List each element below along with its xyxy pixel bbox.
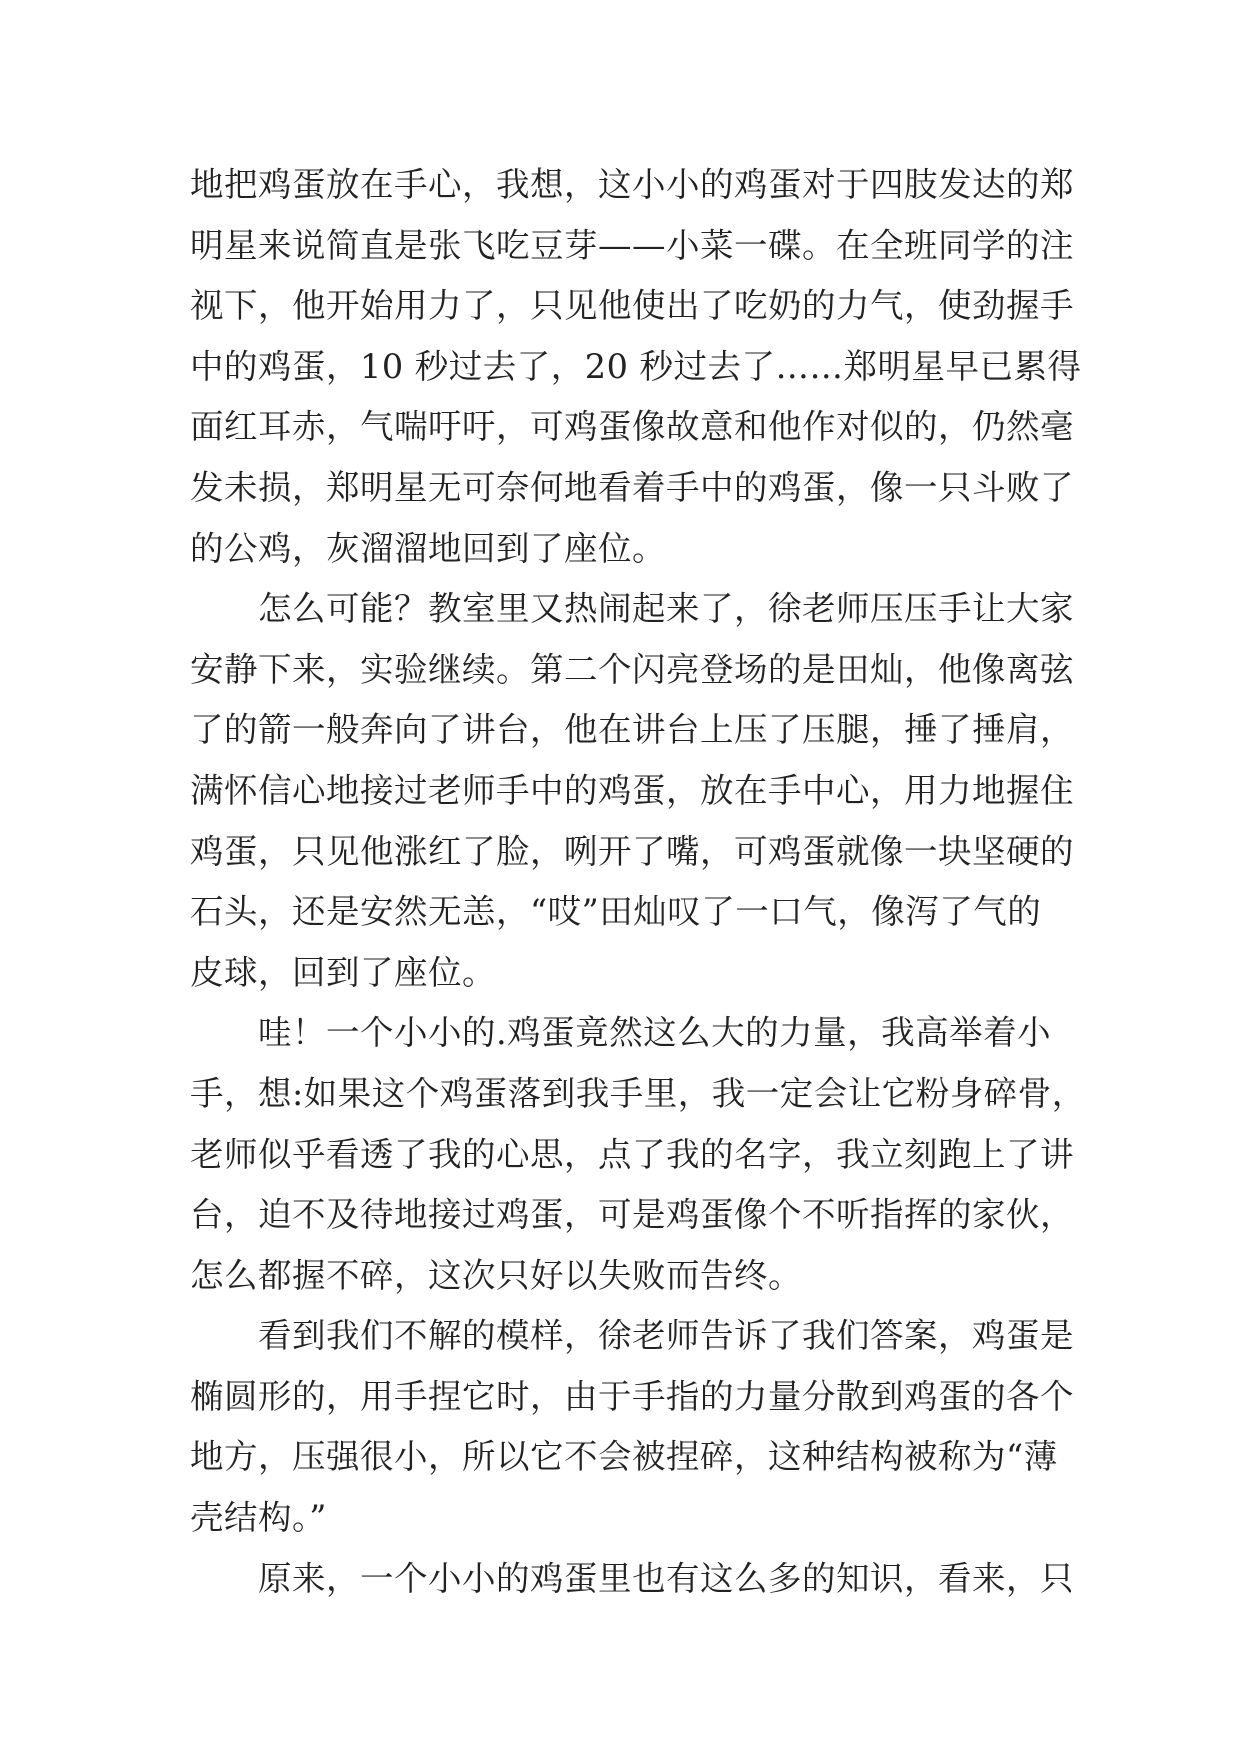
text-line: 中的鸡蛋，10 秒过去了，20 秒过去了……郑明星早已累得 — [190, 346, 1082, 386]
text-line: 老师似乎看透了我的心思，点了我的名字，我立刻跑上了讲 — [190, 1134, 1074, 1174]
paragraph — [190, 1306, 1074, 1548]
text-line: 明星来说简直是张飞吃豆芽——小菜一碟。在全班同学的注 — [190, 225, 1074, 265]
paragraph — [190, 155, 1082, 579]
text-line: 壳结构。” — [190, 1498, 327, 1538]
text-line: 面红耳赤，气喘吁吁，可鸡蛋像故意和他作对似的，仍然毫 — [190, 407, 1074, 447]
text-line: 台，迫不及待地接过鸡蛋，可是鸡蛋像个不听指挥的家伙， — [190, 1195, 1074, 1235]
text-line: 看到我们不解的模样，徐老师告诉了我们答案，鸡蛋是 — [258, 1316, 1074, 1356]
text-line: 的公鸡，灰溜溜地回到了座位。 — [190, 528, 666, 568]
text-line: 原来，一个小小的鸡蛋里也有这么多的知识，看来，只 — [258, 1558, 1074, 1598]
text-line: 发未损，郑明星无可奈何地看着手中的鸡蛋，像一只斗败了 — [190, 467, 1074, 507]
text-line: 视下，他开始用力了，只见他使出了吃奶的力气，使劲握手 — [190, 286, 1074, 326]
text-line: 怎么可能？教室里又热闹起来了，徐老师压压手让大家 — [258, 589, 1074, 629]
body-text — [190, 155, 1086, 1609]
text-line: 皮球，回到了座位。 — [190, 952, 496, 992]
text-line: 手，想:如果这个鸡蛋落到我手里，我一定会让它粉身碎骨， — [190, 1073, 1086, 1113]
paragraph — [190, 579, 1074, 1003]
text-line: 哇！一个小小的.鸡蛋竟然这么大的力量，我高举着小 — [258, 1013, 1052, 1053]
paragraph — [190, 1549, 1074, 1610]
text-line: 怎么都握不碎，这次只好以失败而告终。 — [190, 1255, 802, 1295]
text-line: 地把鸡蛋放在手心，我想，这小小的鸡蛋对于四肢发达的郑 — [190, 165, 1074, 204]
text-line: 满怀信心地接过老师手中的鸡蛋，放在手中心，用力地握住 — [190, 770, 1074, 810]
text-line: 石头，还是安然无恙，“哎”田灿叹了一口气，像泻了气的 — [190, 892, 1042, 932]
text-line: 地方，压强很小，所以它不会被捏碎，这种结构被称为“薄 — [190, 1437, 1058, 1477]
paragraph — [190, 1003, 1086, 1306]
text-line: 安静下来，实验继续。第二个闪亮登场的是田灿，他像离弦 — [190, 649, 1074, 689]
text-line: 了的箭一般奔向了讲台，他在讲台上压了压腿，捶了捶肩， — [190, 710, 1074, 750]
text-line: 鸡蛋，只见他涨红了脸，咧开了嘴，可鸡蛋就像一块坚硬的 — [190, 831, 1074, 871]
text-line: 椭圆形的，用手捏它时，由于手指的力量分散到鸡蛋的各个 — [190, 1376, 1074, 1416]
